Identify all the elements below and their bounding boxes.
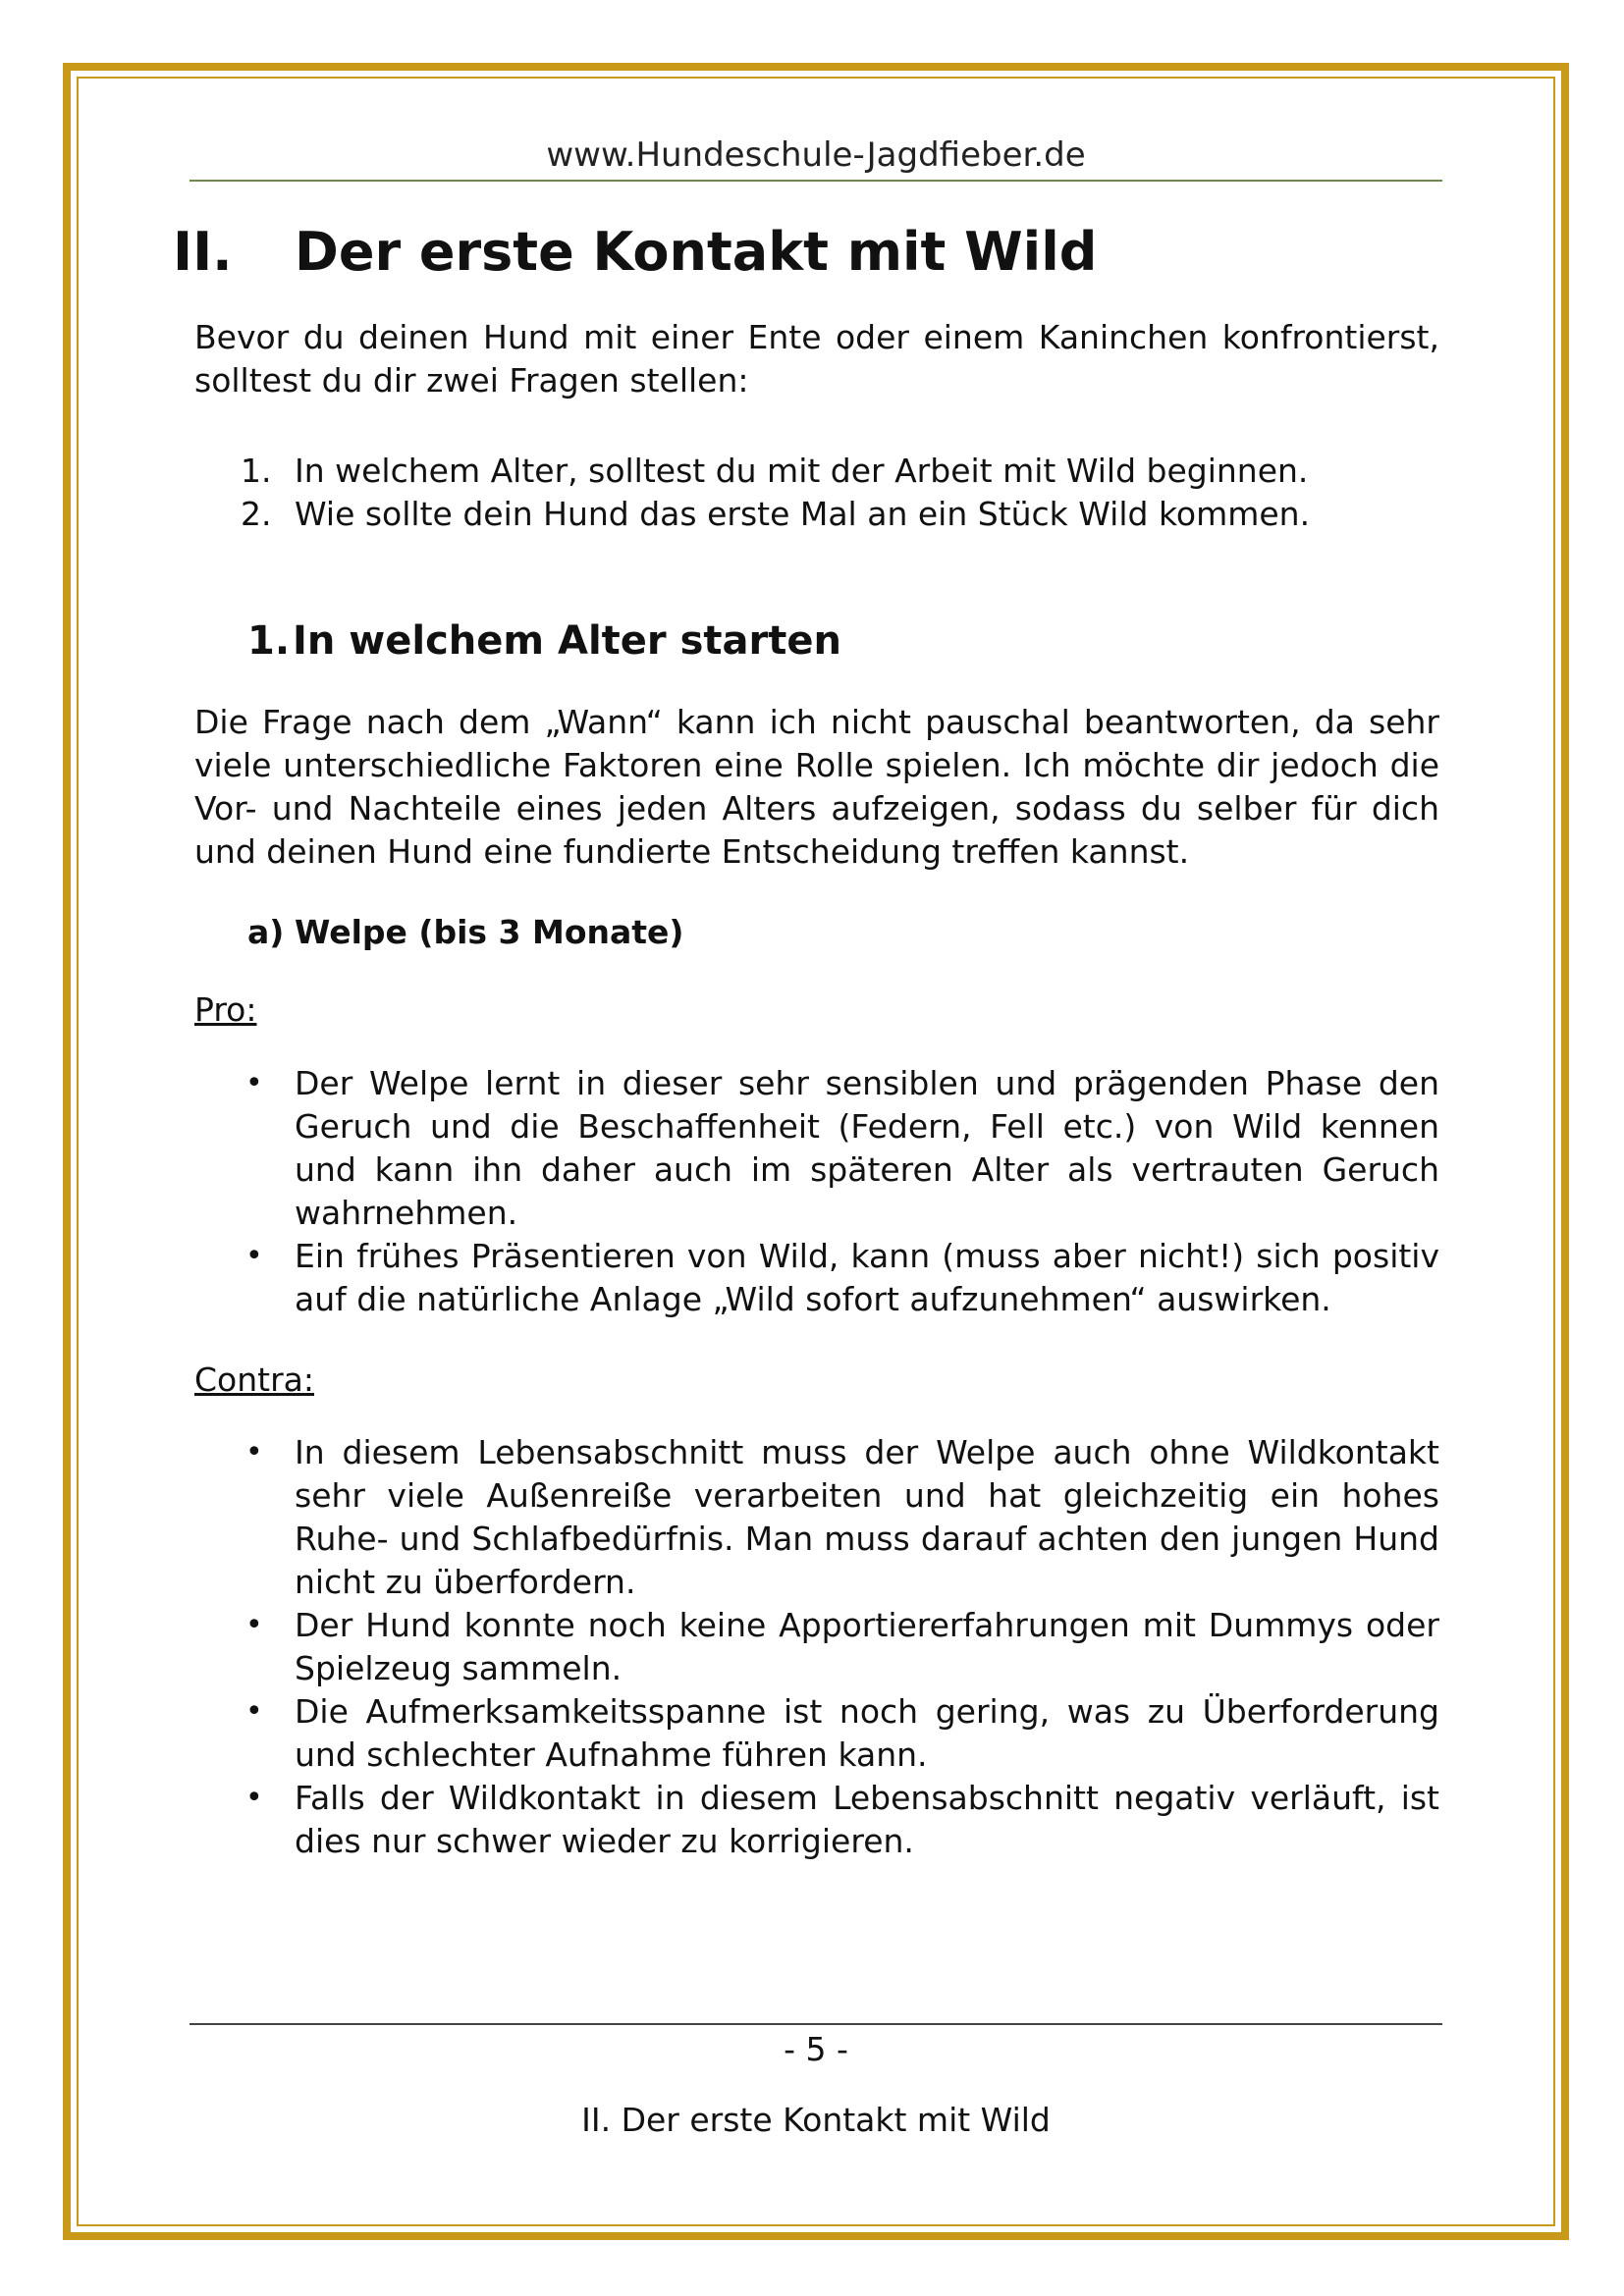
list-item — [245, 1777, 1439, 1863]
list-item — [245, 1062, 1439, 1235]
subsection-label: a) — [247, 913, 285, 951]
list-item-text: In welchem Alter, solltest du mit der Arbeit mit Wild beginnen. — [295, 452, 1309, 490]
subsection-title: Welpe (bis 3 Monate) — [295, 913, 684, 951]
section-title: In welchem Alter starten — [293, 618, 841, 664]
bullet-icon: • — [245, 1239, 263, 1273]
contra-label: Contra: — [194, 1361, 314, 1399]
intro-text: Bevor du deinen Hund mit einer Ente oder einem Kaninchen konfrontierst, solltest du dir zwei Fragen stellen: — [194, 318, 1439, 400]
list-number: 2. — [241, 495, 272, 533]
bullet-icon: • — [245, 1694, 263, 1729]
contra-list — [245, 1431, 1439, 1863]
section-heading — [247, 618, 841, 664]
list-number: 1. — [241, 452, 272, 490]
footer-title: II. Der erste Kontakt mit Wild — [581, 2101, 1051, 2139]
list-item — [241, 493, 1310, 536]
list-item-text: Wie sollte dein Hund das erste Mal an ein Stück Wild kommen. — [295, 495, 1311, 533]
list-item-text: Ein frühes Präsentieren von Wild, kann (muss aber nicht!) sich positiv auf die natürliche Anlage „Wild sofort aufzunehmen“ auswirken. — [295, 1237, 1439, 1318]
list-item — [245, 1604, 1439, 1690]
pro-label: Pro: — [194, 990, 257, 1029]
bullet-icon: • — [245, 1608, 263, 1642]
list-item — [241, 450, 1310, 493]
list-item-text: Die Aufmerksamkeitsspanne ist noch gering, was zu Überforderung und schlechter Aufnahme führen kann. — [295, 1692, 1439, 1774]
question-list — [241, 450, 1310, 536]
list-item-text: Der Welpe lernt in dieser sehr sensiblen und prägenden Phase den Geruch und die Beschaffenheit (Federn, Fell etc.) von Wild kennen und kann ihn daher auch im späteren Alter als vertrauten Geruch wahrnehmen. — [295, 1064, 1439, 1232]
chapter-heading — [173, 221, 1097, 283]
pro-list — [245, 1062, 1439, 1321]
section-paragraph — [194, 701, 1439, 874]
list-item — [245, 1690, 1439, 1777]
header-rule — [189, 180, 1442, 182]
page-number: - 5 - — [784, 2030, 848, 2068]
header-url: www.Hundeschule-Jagdfieber.de — [546, 135, 1086, 175]
list-item-text: Der Hund konnte noch keine Apportiererfahrungen mit Dummys oder Spielzeug sammeln. — [295, 1606, 1439, 1687]
bullet-icon: • — [245, 1435, 263, 1469]
list-item — [245, 1235, 1439, 1321]
chapter-number: II. — [173, 221, 233, 283]
bullet-icon: • — [245, 1066, 263, 1100]
subsection-heading — [247, 913, 684, 951]
bullet-icon: • — [245, 1781, 263, 1815]
list-item-text: Falls der Wildkontakt in diesem Lebensabschnitt negativ verläuft, ist dies nur schwer wieder zu korrigieren. — [295, 1779, 1439, 1860]
section-text: Die Frage nach dem „Wann“ kann ich nicht pauschal beantworten, da sehr viele unterschiedliche Faktoren eine Rolle spielen. Ich möchte dir jedoch die Vor- und Nachteile eines jeden Alters aufzeigen, sodass du selber für dich und deinen Hund eine fundierte Entscheidung treffen kannst. — [194, 703, 1439, 871]
intro-paragraph — [194, 316, 1439, 402]
list-item-text: In diesem Lebensabschnitt muss der Welpe auch ohne Wildkontakt sehr viele Außenreiße verarbeiten und hat gleichzeitig ein hohes Ruhe- und Schlafbedürfnis. Man muss darauf achten den jungen Hund nicht zu überfordern. — [295, 1433, 1439, 1601]
chapter-title: Der erste Kontakt mit Wild — [295, 221, 1098, 283]
footer-rule — [189, 2023, 1442, 2025]
list-item — [245, 1431, 1439, 1604]
section-number: 1. — [247, 618, 291, 664]
